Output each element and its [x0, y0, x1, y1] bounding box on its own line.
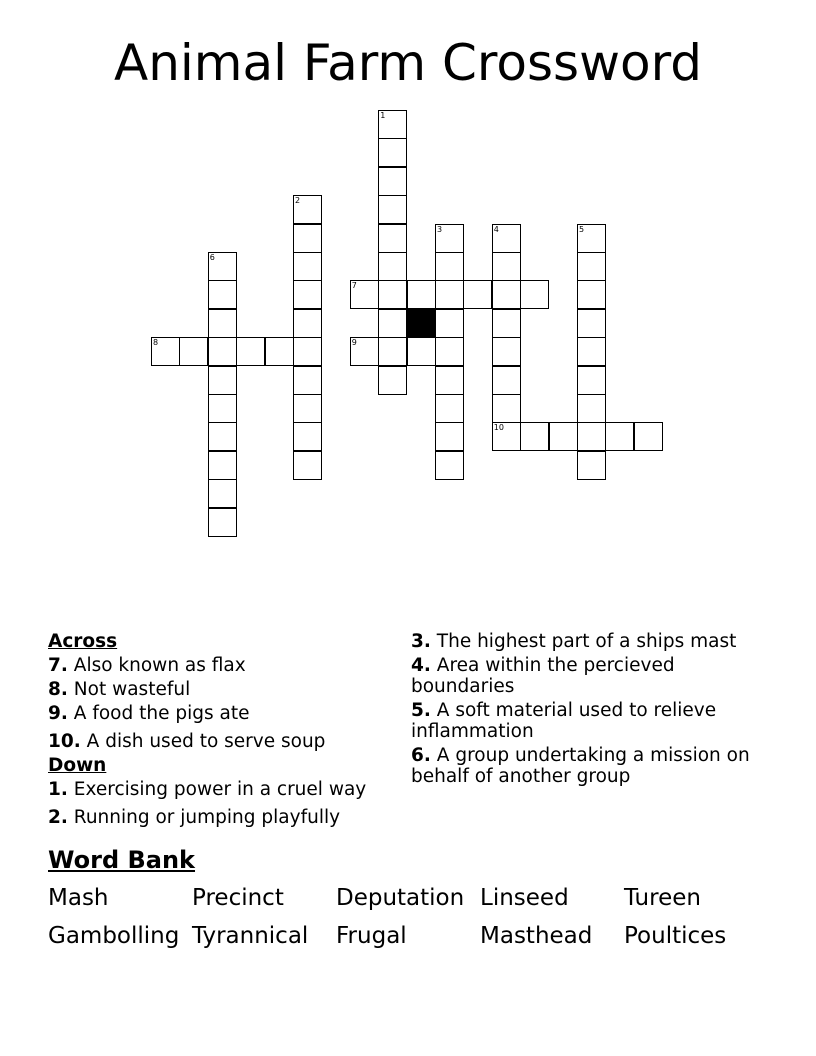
grid-cell[interactable]	[520, 280, 549, 309]
word-bank-title: Word Bank	[48, 846, 196, 874]
clue-number: 2	[295, 196, 301, 206]
grid-cell[interactable]	[378, 337, 407, 366]
word-bank-item: Frugal	[336, 923, 407, 949]
clue-down-1: 1. Exercising power in a cruel way	[48, 779, 367, 800]
clue-across-10: 10. A dish used to serve soup	[48, 731, 326, 752]
clue-down-5: 5. A soft material used to relieve inflammation	[411, 700, 717, 742]
clue-number: 9	[351, 338, 357, 348]
grid-cell[interactable]	[577, 394, 606, 423]
grid-cell[interactable]	[577, 451, 606, 480]
grid-cell[interactable]	[378, 280, 407, 309]
grid-cell[interactable]	[492, 337, 521, 366]
clue-down-6: 6. A group undertaking a mission on behalf of another group	[411, 745, 750, 787]
across-heading: Across	[48, 631, 118, 652]
grid-cell[interactable]	[293, 252, 322, 281]
grid-cell[interactable]	[435, 252, 464, 281]
grid-cell[interactable]	[463, 280, 492, 309]
grid-cell[interactable]	[293, 366, 322, 395]
grid-cell[interactable]	[435, 422, 464, 451]
word-bank-item: Deputation	[336, 885, 465, 911]
grid-cell[interactable]	[378, 110, 407, 139]
grid-cell[interactable]	[208, 280, 237, 309]
page-title: Animal Farm Crossword	[114, 34, 702, 92]
grid-cell[interactable]	[378, 252, 407, 281]
grid-cell[interactable]	[350, 280, 379, 309]
grid-cell[interactable]	[378, 138, 407, 167]
word-bank-item: Gambolling	[48, 923, 180, 949]
grid-cell[interactable]	[208, 422, 237, 451]
clue-across-9: 9. A food the pigs ate	[48, 703, 250, 724]
grid-cell[interactable]	[378, 224, 407, 253]
grid-cell[interactable]	[208, 479, 237, 508]
grid-cell[interactable]	[435, 224, 464, 253]
grid-cell[interactable]	[577, 252, 606, 281]
clue-number: 8	[153, 338, 159, 348]
grid-cell[interactable]	[492, 309, 521, 338]
grid-cell[interactable]	[492, 422, 521, 451]
grid-cell[interactable]	[378, 309, 407, 338]
word-bank-item: Tyrannical	[192, 923, 309, 949]
grid-cell[interactable]	[378, 167, 407, 196]
grid-cell[interactable]	[492, 394, 521, 423]
grid-cell[interactable]	[208, 252, 237, 281]
grid-cell[interactable]	[549, 422, 578, 451]
grid-cell[interactable]	[350, 337, 379, 366]
grid-cell[interactable]	[634, 422, 663, 451]
word-bank-item: Precinct	[192, 885, 284, 911]
grid-cell[interactable]	[208, 394, 237, 423]
clue-number: 10	[493, 423, 504, 433]
grid-cell[interactable]	[407, 337, 436, 366]
grid-cell[interactable]	[577, 309, 606, 338]
grid-cell[interactable]	[208, 366, 237, 395]
grid-cell[interactable]	[492, 280, 521, 309]
clue-number: 7	[351, 281, 357, 291]
grid-cell[interactable]	[293, 394, 322, 423]
clue-down-4: 4. Area within the percieved boundaries	[411, 655, 675, 697]
grid-cell[interactable]	[520, 422, 549, 451]
grid-cell[interactable]	[293, 451, 322, 480]
clue-down-2: 2. Running or jumping playfully	[48, 807, 341, 828]
clue-number: 6	[209, 253, 215, 262]
clue-across-7: 7. Also known as flax	[48, 655, 246, 676]
grid-cell[interactable]	[577, 366, 606, 395]
clue-number: 5	[579, 224, 585, 234]
grid-cell[interactable]	[492, 252, 521, 281]
down-heading: Down	[48, 755, 107, 776]
grid-cell[interactable]	[435, 309, 464, 338]
clue-across-8: 8. Not wasteful	[48, 679, 191, 700]
grid-cell[interactable]	[293, 337, 322, 366]
grid-cell[interactable]	[435, 394, 464, 423]
grid-cell[interactable]	[293, 422, 322, 451]
grid-cell[interactable]	[492, 224, 521, 253]
grid-cell[interactable]	[293, 309, 322, 338]
grid-cell[interactable]	[435, 280, 464, 309]
grid-cell[interactable]	[435, 451, 464, 480]
grid-cell[interactable]	[208, 337, 237, 366]
grid-cell[interactable]	[293, 224, 322, 253]
grid-cell[interactable]	[378, 195, 407, 224]
clue-down-3: 3. The highest part of a ships mast	[411, 631, 737, 652]
clue-number: 3	[437, 224, 443, 234]
word-bank-item: Mash	[48, 885, 109, 911]
grid-cell[interactable]	[407, 280, 436, 309]
clue-number: 4	[493, 224, 499, 234]
clues-column-right	[411, 631, 756, 787]
word-bank-item: Linseed	[480, 885, 569, 911]
grid-cell[interactable]	[293, 280, 322, 309]
word-bank-item: Poultices	[624, 923, 727, 949]
grid-cell[interactable]	[236, 337, 265, 366]
grid-cell[interactable]	[492, 366, 521, 395]
grid-cell[interactable]	[577, 280, 606, 309]
grid-cell[interactable]	[293, 195, 322, 224]
grid-block	[407, 309, 436, 338]
grid-cell[interactable]	[605, 422, 634, 451]
clues-column-left	[48, 630, 393, 830]
grid-cell[interactable]	[151, 337, 180, 366]
grid-cell[interactable]	[577, 422, 606, 451]
grid-cell[interactable]	[577, 337, 606, 366]
word-bank-item: Tureen	[624, 885, 701, 911]
clue-number: 1	[380, 111, 386, 120]
grid-cell[interactable]	[208, 309, 237, 338]
grid-cell[interactable]	[435, 366, 464, 395]
grid-cell[interactable]	[265, 337, 294, 366]
word-bank-item: Masthead	[480, 923, 593, 949]
grid-cell[interactable]	[435, 337, 464, 366]
grid-cell[interactable]	[208, 451, 237, 480]
grid-cell[interactable]	[378, 366, 407, 395]
grid-cell[interactable]	[577, 224, 606, 253]
grid-cell[interactable]	[208, 508, 237, 537]
grid-cell[interactable]	[179, 337, 208, 366]
